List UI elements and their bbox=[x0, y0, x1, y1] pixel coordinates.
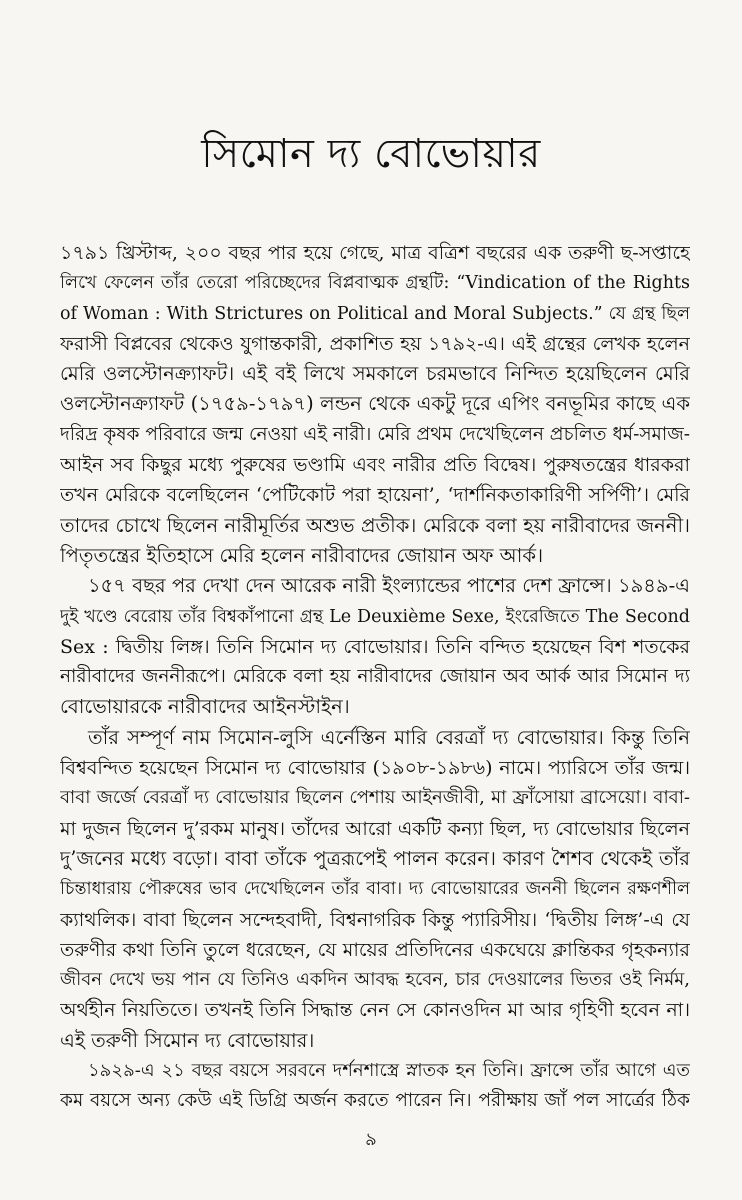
text-line: ১৭৯১ খ্রিস্টাব্দ, ২০০ বছর পার হয়ে গেছে, মাত্র বত্রিশ বছরের এক তরুণী ছ-সপ্তাহে bbox=[60, 242, 690, 264]
text-line: of Woman : With Strictures on Political and Moral Subjects.” যে গ্রন্থ ছিল bbox=[60, 303, 690, 324]
text-line: এই তরুণী সিমোন দ্য বোভোয়ার। bbox=[60, 1028, 315, 1052]
text-line: লিখে ফেলেন তাঁর তেরো পরিচ্ছেদের বিপ্লবাত্মক গ্রন্থটি: “Vindication of the Rights bbox=[60, 273, 690, 294]
text-line: তরুণীর কথা তিনি তুলে ধরেছেন, যে মায়ের প্রতিদিনের একঘেয়ে ক্লান্তিকর গৃহকন্যার bbox=[60, 938, 690, 961]
text-line: নারীবাদের জননীরূপে। মেরিকে বলা হয় নারীবাদের জোয়ান অব আর্ক আর সিমোন দ্য bbox=[60, 666, 690, 688]
chapter-title: সিমোন দ্য বোভোয়ার bbox=[201, 131, 541, 177]
text-line: অর্থহীন নিয়তিতে। তখনই তিনি সিদ্ধান্ত নেন সে কোনওদিন মা আর গৃহিণী হবেন না। bbox=[60, 999, 690, 1022]
text-line: দরিদ্র কৃষক পরিবারে জন্ম নেওয়া এই নারী। মেরি প্রথম দেখেছিলেন প্রচলিত ধর্ম-সমাজ- bbox=[60, 423, 690, 445]
text-line: বোভোয়ারকে নারীবাদের আইনস্টাইন। bbox=[60, 695, 350, 719]
text-line: চিন্তাধারায় পৌরুষের ভাব দেখেছিলেন তাঁর বাবা। দ্য বোভোয়ারের জননী ছিলেন রক্ষণশীল bbox=[60, 879, 690, 900]
text-line: জীবন দেখে ভয় পান যে তিনিও একদিন আবদ্ধ হবেন, চার দেওয়ালের ভিতর ওই নির্মম, bbox=[60, 969, 690, 991]
text-line: ১৯২৯-এ ২১ বছর বয়সে সরবনে দর্শনশাস্ত্রে স্নাতক হন তিনি। ফ্রান্সে তাঁর আগে এত bbox=[88, 1060, 690, 1082]
text-line: আইন সব কিছুর মধ্যে পুরুষের ভণ্ডামি এবং নারীর প্রতি বিদ্বেষ। পুরুষতন্ত্রের ধারকরা bbox=[60, 454, 690, 477]
text-line: তখন মেরিকে বলেছিলেন ‘পেটিকোট পরা হায়েনা’, ‘দার্শনিকতাকারিণী সর্পিণী’। মেরি bbox=[60, 484, 690, 507]
text-line: ক্যাথলিক। বাবা ছিলেন সন্দেহবাদী, বিশ্বনাগরিক কিন্তু প্যারিসীয়। ‘দ্বিতীয় লিঙ্গ’-এ যে bbox=[60, 908, 690, 931]
page-number: ৯ bbox=[365, 1129, 377, 1150]
text-line: ১৫৭ বছর পর দেখা দেন আরেক নারী ইংল্যান্ডের পাশের দেশ ফ্রান্সে। ১৯৪৯-এ bbox=[88, 574, 690, 598]
text-line: মেরি ওলস্টোনক্র্যাফট। এই বই লিখে সমকালে চরমভাবে নিন্দিত হয়েছিলেন মেরি bbox=[60, 362, 690, 386]
text-line: কম বয়সে অন্য কেউ এই ডিগ্রি অর্জন করতে পারেন নি। পরীক্ষায় জাঁ পল সার্ত্রের ঠিক bbox=[60, 1090, 690, 1112]
text-line: পিতৃতন্ত্রের ইতিহাসে মেরি হলেন নারীবাদের জোয়ান অফ আর্ক। bbox=[60, 543, 544, 567]
text-line: দুই খণ্ডে বেরোয় তাঁর বিশ্বকাঁপানো গ্রন্থ Le Deuxième Sexe, ইংরেজিতে The Second bbox=[60, 606, 690, 627]
text-line: ওলস্টোনক্র্যাফট (১৭৫৯-১৭৯৭) লন্ডন থেকে একটু দূরে এপিং বনভূমির কাছে এক bbox=[60, 392, 690, 416]
text-line: তাদের চোখে ছিলেন নারীমূর্তির অশুভ প্রতীক। মেরিকে বলা হয় নারীবাদের জননী। bbox=[60, 513, 690, 537]
body-text bbox=[60, 238, 690, 1117]
text-line: বিশ্ববন্দিত হয়েছেন সিমোন দ্য বোভোয়ার (১৯০৮-১৯৮৬) নামে। প্যারিসে তাঁর জন্ম। bbox=[60, 757, 690, 780]
text-line: তাঁর সম্পূর্ণ নাম সিমোন-লুসি এর্নেস্তিন মারি বেরত্রাঁ দ্য বোভোয়ার। কিন্তু তিনি bbox=[88, 725, 690, 749]
text-line: বাবা জর্জে বেরত্রাঁ দ্য বোভোয়ার ছিলেন পেশায় আইনজীবী, মা ফ্রাঁসোয়া ব্রাসেয়ো। বাবা- bbox=[60, 787, 690, 809]
text-line: দু’জনের মধ্যে বড়ো। বাবা তাঁকে পুত্ররূপেই পালন করেন। কারণ শৈশব থেকেই তাঁর bbox=[60, 846, 690, 870]
text-line: মা দুজন ছিলেন দু’রকম মানুষ। তাঁদের আরো একটি কন্যা ছিল, দ্য বোভোয়ার ছিলেন bbox=[60, 817, 690, 840]
text-line: Sex : দ্বিতীয় লিঙ্গ। তিনি সিমোন দ্য বোভোয়ার। তিনি বন্দিত হয়েছেন বিশ শতকের bbox=[60, 635, 690, 658]
text-line: ফরাসী বিপ্লবের থেকেও যুগান্তকারী, প্রকাশিত হয় ১৭৯২-এ। এই গ্রন্থের লেখক হলেন bbox=[60, 332, 690, 355]
